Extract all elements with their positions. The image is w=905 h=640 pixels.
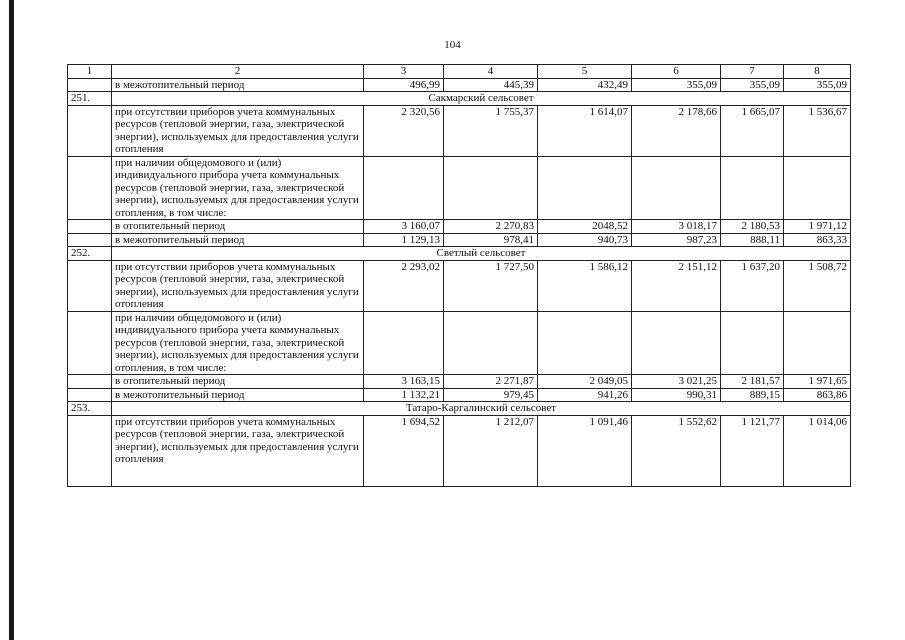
value-cell — [538, 311, 632, 375]
row-number-cell — [68, 260, 112, 311]
value-cell: 1 508,72 — [784, 260, 851, 311]
table-row — [68, 375, 851, 389]
row-label: при наличии общедомового и (или) индивидуального прибора учета коммунальных ресурсов (тепловой энергии, газа, электрической энергии), используемых для предоставления услуги отопления, в том числе: — [112, 311, 364, 375]
value-cell: 3 018,17 — [632, 220, 721, 234]
table-row — [68, 220, 851, 234]
table-row — [68, 388, 851, 402]
table-row — [68, 260, 851, 311]
value-cell: 2048,52 — [538, 220, 632, 234]
row-number-cell — [68, 105, 112, 156]
value-cell: 355,09 — [784, 78, 851, 92]
section-title: Сакмарский сельсовет — [112, 92, 851, 106]
column-header: 3 — [364, 65, 444, 79]
value-cell: 2 049,05 — [538, 375, 632, 389]
scan-edge-bar — [9, 0, 14, 640]
row-label: в межотопительный период — [112, 388, 364, 402]
value-cell: 987,23 — [632, 233, 721, 247]
row-number-cell — [68, 311, 112, 375]
column-header: 4 — [444, 65, 538, 79]
table-row — [68, 415, 851, 486]
value-cell: 3 021,25 — [632, 375, 721, 389]
row-number-cell — [68, 388, 112, 402]
row-number-cell — [68, 78, 112, 92]
value-cell: 355,09 — [632, 78, 721, 92]
value-cell: 1 971,12 — [784, 220, 851, 234]
value-cell — [444, 311, 538, 375]
column-header: 8 — [784, 65, 851, 79]
section-number: 253. — [68, 402, 112, 416]
row-number-cell — [68, 156, 112, 220]
row-label: при отсутствии приборов учета коммунальных ресурсов (тепловой энергии, газа, электрической энергии), используемых для предоставления услуги отопления — [112, 260, 364, 311]
row-number-cell — [68, 375, 112, 389]
value-cell: 3 160,07 — [364, 220, 444, 234]
value-cell: 941,26 — [538, 388, 632, 402]
table-row — [68, 233, 851, 247]
section-number: 251. — [68, 92, 112, 106]
value-cell: 1 971,65 — [784, 375, 851, 389]
value-cell: 978,41 — [444, 233, 538, 247]
column-header: 2 — [112, 65, 364, 79]
value-cell: 2 320,56 — [364, 105, 444, 156]
value-cell: 863,86 — [784, 388, 851, 402]
value-cell: 355,09 — [721, 78, 784, 92]
value-cell: 2 293,02 — [364, 260, 444, 311]
column-header: 1 — [68, 65, 112, 79]
row-label: в межотопительный период — [112, 233, 364, 247]
page-number: 104 — [444, 39, 461, 51]
value-cell — [538, 156, 632, 220]
value-cell: 1 014,06 — [784, 415, 851, 486]
value-cell: 2 271,87 — [444, 375, 538, 389]
column-header: 7 — [721, 65, 784, 79]
row-number-cell — [68, 415, 112, 486]
value-cell: 1 694,52 — [364, 415, 444, 486]
value-cell: 1 727,50 — [444, 260, 538, 311]
value-cell: 979,45 — [444, 388, 538, 402]
value-cell — [364, 156, 444, 220]
value-cell: 1 637,20 — [721, 260, 784, 311]
value-cell: 432,49 — [538, 78, 632, 92]
value-cell — [444, 156, 538, 220]
section-row — [68, 402, 851, 416]
value-cell: 3 163,15 — [364, 375, 444, 389]
row-number-cell — [68, 233, 112, 247]
value-cell: 1 552,62 — [632, 415, 721, 486]
value-cell: 889,15 — [721, 388, 784, 402]
value-cell: 2 270,83 — [444, 220, 538, 234]
column-header: 6 — [632, 65, 721, 79]
table-row — [68, 105, 851, 156]
value-cell: 1 536,67 — [784, 105, 851, 156]
value-cell — [784, 156, 851, 220]
value-cell — [784, 311, 851, 375]
value-cell: 2 178,66 — [632, 105, 721, 156]
row-label: при отсутствии приборов учета коммунальных ресурсов (тепловой энергии, газа, электрической энергии), используемых для предоставления услуги отопления — [112, 105, 364, 156]
value-cell: 1 614,07 — [538, 105, 632, 156]
value-cell: 1 586,12 — [538, 260, 632, 311]
value-cell: 2 181,57 — [721, 375, 784, 389]
value-cell: 990,31 — [632, 388, 721, 402]
row-number-cell — [68, 220, 112, 234]
table-row — [68, 156, 851, 220]
value-cell: 863,33 — [784, 233, 851, 247]
value-cell: 1 755,37 — [444, 105, 538, 156]
value-cell: 2 151,12 — [632, 260, 721, 311]
value-cell: 1 665,07 — [721, 105, 784, 156]
table-row — [68, 311, 851, 375]
value-cell: 1 121,77 — [721, 415, 784, 486]
value-cell: 940,73 — [538, 233, 632, 247]
value-cell: 1 129,13 — [364, 233, 444, 247]
value-cell — [721, 311, 784, 375]
value-cell: 1 091,46 — [538, 415, 632, 486]
row-label: в межотопительный период — [112, 78, 364, 92]
section-number: 252. — [68, 247, 112, 261]
section-title: Татаро-Каргалинский сельсовет — [112, 402, 851, 416]
value-cell: 2 180,53 — [721, 220, 784, 234]
value-cell — [364, 311, 444, 375]
header-row — [68, 65, 851, 79]
value-cell — [632, 156, 721, 220]
value-cell: 888,11 — [721, 233, 784, 247]
section-title: Светлый сельсовет — [112, 247, 851, 261]
section-row — [68, 92, 851, 106]
row-label: при наличии общедомового и (или) индивидуального прибора учета коммунальных ресурсов (тепловой энергии, газа, электрической энергии), используемых для предоставления услуги отопления, в том числе: — [112, 156, 364, 220]
row-label: при отсутствии приборов учета коммунальных ресурсов (тепловой энергии, газа, электрической энергии), используемых для предоставления услуги отопления — [112, 415, 364, 486]
value-cell: 496,99 — [364, 78, 444, 92]
row-label: в отопительный период — [112, 220, 364, 234]
value-cell: 1 212,07 — [444, 415, 538, 486]
section-row — [68, 247, 851, 261]
tariff-table — [67, 64, 851, 487]
value-cell — [721, 156, 784, 220]
table-row — [68, 78, 851, 92]
value-cell: 445,39 — [444, 78, 538, 92]
row-label: в отопительный период — [112, 375, 364, 389]
column-header: 5 — [538, 65, 632, 79]
value-cell — [632, 311, 721, 375]
value-cell: 1 132,21 — [364, 388, 444, 402]
